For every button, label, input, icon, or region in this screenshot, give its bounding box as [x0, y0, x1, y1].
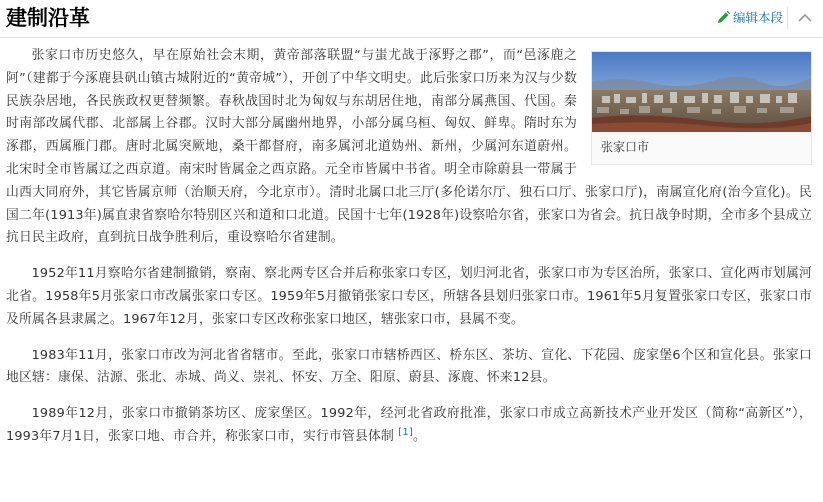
pencil-edit-icon	[717, 11, 730, 24]
header-divider	[787, 7, 788, 29]
chevron-up-icon[interactable]	[795, 8, 815, 28]
section-header	[0, 0, 823, 38]
section-body	[6, 45, 812, 462]
citation-link[interactable]: [1]	[398, 426, 414, 438]
paragraph-3: 1983年11月，张家口市改为河北省省辖市。至此，张家口市辖桥西区、桥东区、茶坊、宣化、下花园、庞家堡6个区和宣化县。张家口地区辖：康保、沽源、张北、赤城、尚义、崇礼、怀安、万全、阳原、蔚县、涿鹿、怀来12县。	[6, 347, 812, 386]
section-title: 建制沿革	[6, 6, 90, 30]
paragraph-2: 1952年11月察哈尔省建制撤销，察南、察北两专区合并后称张家口专区，划归河北省，张家口市为专区治所，张家口、宣化两市划属河北省。1958年5月张家口市改属张家口专区。1959年5月撤销张家口专区，所辖各县划归张家口市。1961年5月复置张家口专区，张家口市及所属各县隶属之。1967年12月，张家口专区改称张家口地区，辖张家口市，县属不变。	[6, 266, 812, 327]
edit-section-button[interactable]	[717, 10, 783, 26]
edit-section-label: 编辑本段	[733, 10, 784, 25]
paragraph-4: 1989年12月，张家口市撤销茶坊区、庞家堡区。1992年，经河北省政府批准，张家口市成立高新技术产业开发区（简称“高新区”），1993年7月1日，张家口地、市合并，称张家口市，实行市管县体制 [1]。	[6, 406, 812, 444]
figure-caption: 张家口市	[601, 140, 650, 154]
paragraph-4-text: 1989年12月，张家口市撤销茶坊区、庞家堡区。1992年，经河北省政府批准，张家口市成立高新技术产业开发区（简称“高新区”），1993年7月1日，张家口地、市合并，称张家口市，实行市管县体制	[6, 406, 812, 444]
paragraph-1: 张家口市历史悠久，早在原始社会末期，黄帝部落联盟“与蚩尤战于涿野之郡”，而“邑涿鹿之阿”（建都于今涿鹿县矾山镇古城附近的“黄帝城”），开创了中华文明史。此后张家口历来为汉与少数民族杂居地，各民族政权更替频繁。春秋战国时北为匈奴与东胡居住地，南部分属燕国、代国。秦时南部改属代郡、北部属上谷郡。汉时大部分属幽州地界，小部分属乌桓、匈奴、鲜卑。隋时东为涿郡，西属雁门郡。唐时北属突厥地，桑干都督府，南多属河北道妫州、新州，少属河东道蔚州。北宋时全市皆属辽之西京道。南宋时皆属金之西京路。元全市皆属中书省。明全市除蔚县一带属于山西大同府外，其它皆属京师（治顺天府，今北京市）。清时北属口北三厅(多伦诺尔厅、独石口厅、张家口厅)，南属宣化府(治今宣化)。民国二年(1913年)属直隶省察哈尔特别区兴和道和口北道。民国十七年(1928年)设察哈尔省，张家口为省会。抗日战争时期，全市多个县成立抗日民主政府，直到抗日战争胜利后，重设察哈尔省建制。	[6, 48, 812, 246]
city-photo[interactable]	[592, 52, 811, 132]
city-figure[interactable]	[591, 51, 812, 165]
